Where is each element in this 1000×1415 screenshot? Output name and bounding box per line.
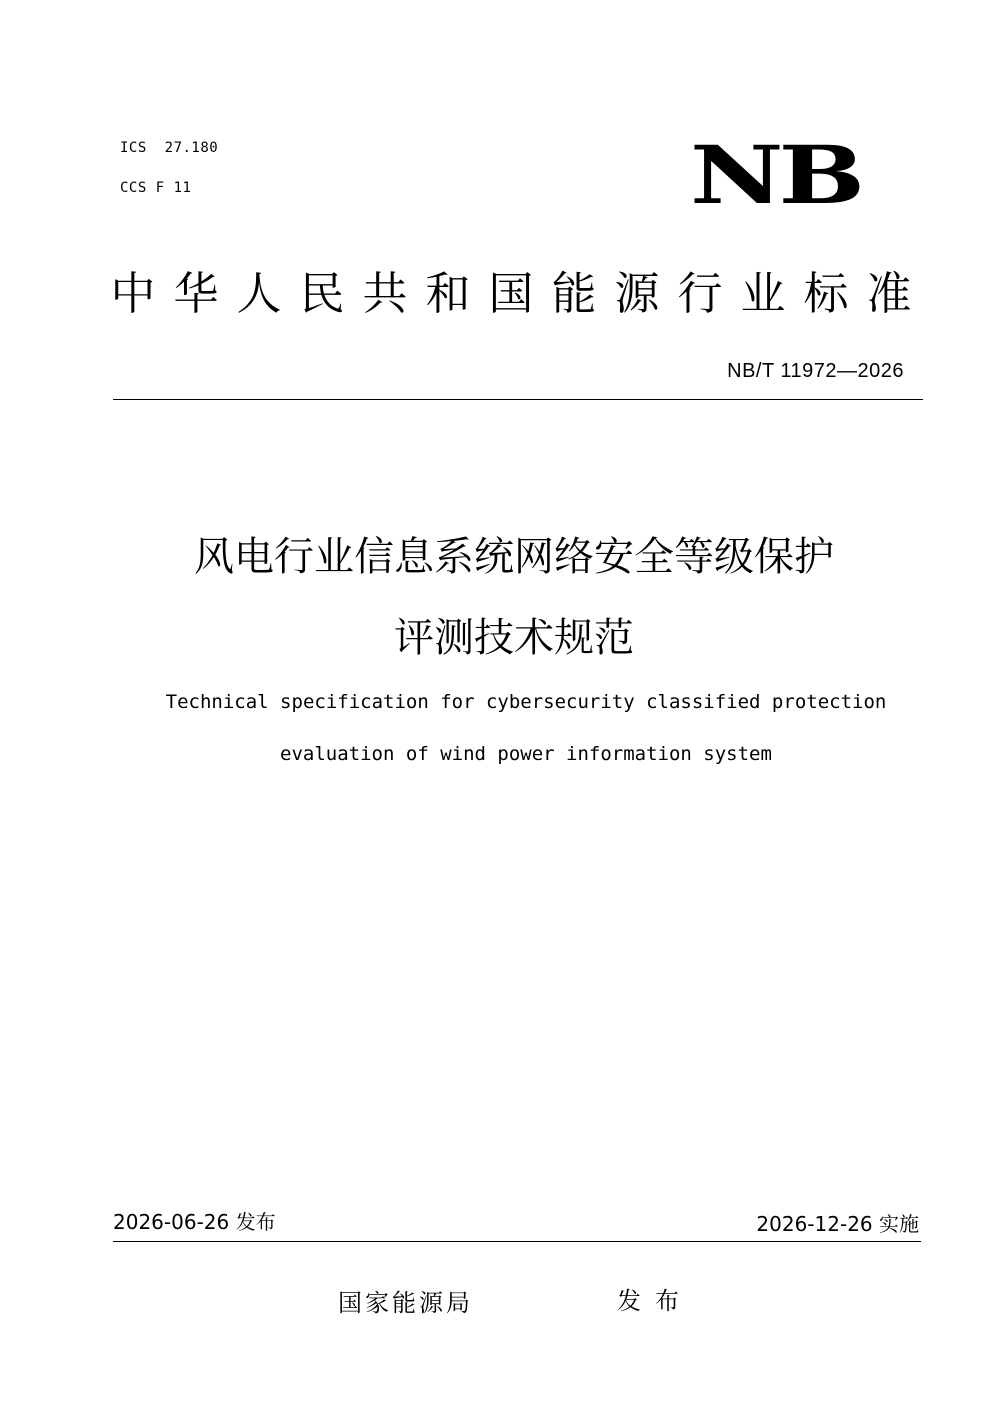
english-title-line-1: Technical specification for cybersecurity classified protection bbox=[165, 691, 887, 713]
effective-date: 2026-12-26 实施 bbox=[756, 1212, 919, 1236]
ics-code: ICS 27.180 bbox=[120, 140, 219, 156]
nb-logo: NB bbox=[690, 128, 860, 222]
ccs-code: CCS F 11 bbox=[120, 180, 192, 196]
issue-date: 2026-06-26 发布 bbox=[113, 1210, 276, 1234]
top-divider bbox=[113, 399, 923, 400]
bottom-divider bbox=[113, 1241, 921, 1242]
issuing-authority: 国家能源局 bbox=[338, 1289, 473, 1317]
english-title-line-2: evaluation of wind power information system bbox=[280, 743, 772, 765]
issue-label: 发布 bbox=[617, 1287, 693, 1315]
standard-category-title: 中华人民共和国能源行业标准 bbox=[110, 267, 930, 320]
chinese-title-line-2: 评测技术规范 bbox=[394, 615, 634, 661]
standard-number: NB/T 11972—2026 bbox=[727, 360, 904, 382]
chinese-title-line-1: 风电行业信息系统网络安全等级保护 bbox=[194, 534, 834, 580]
